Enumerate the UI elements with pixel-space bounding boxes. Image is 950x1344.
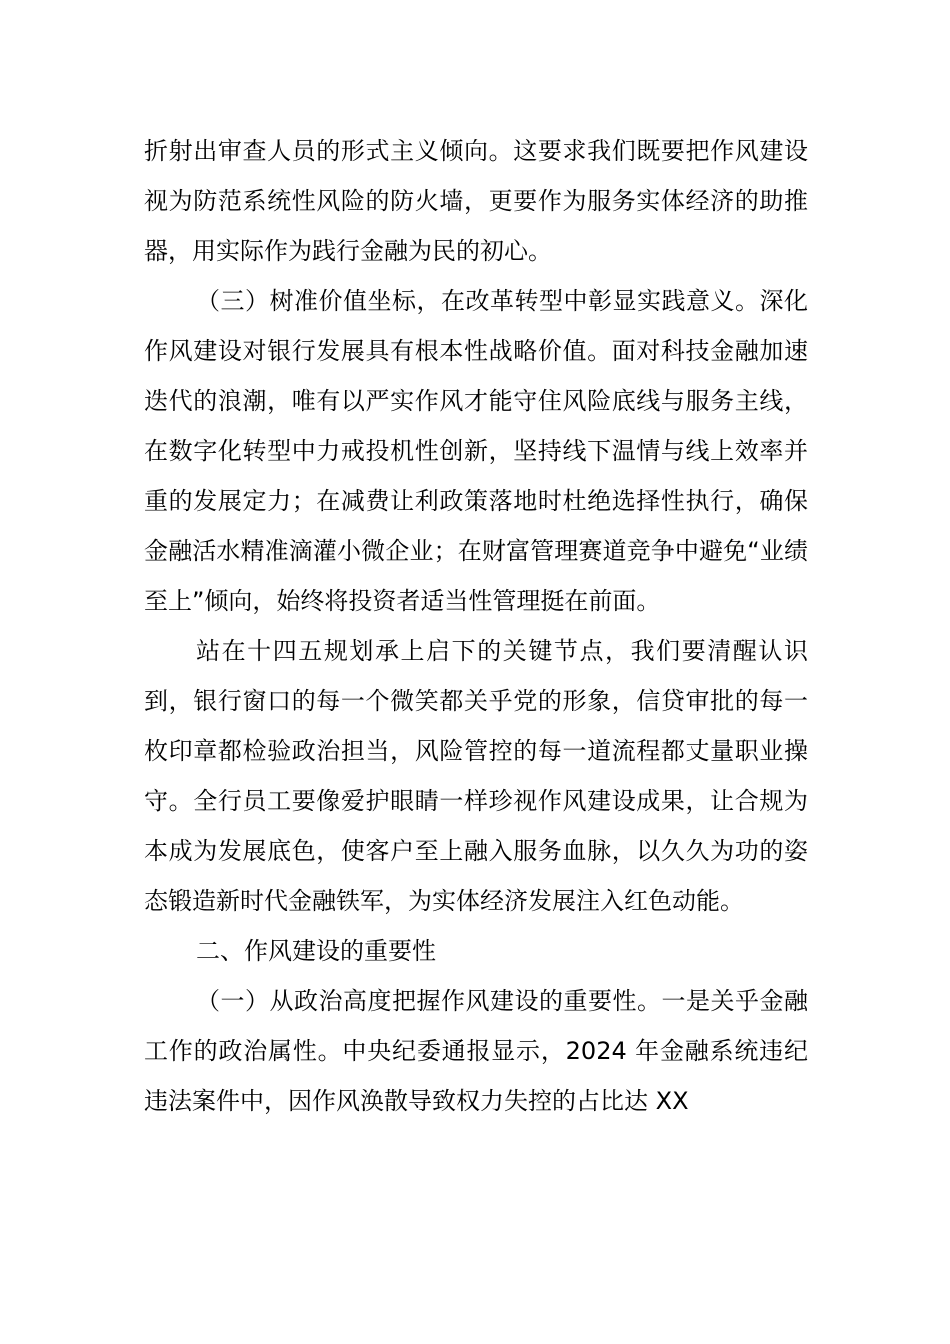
paragraph-political-height: （一）从政治高度把握作风建设的重要性。一是关乎金融工作的政治属性。中央纪委通报显示，2024 年金融系统违纪违法案件中，因作风涣散导致权力失控的占比达 XX [144,987,808,1115]
document-body [144,126,808,1126]
paragraph-fourteenth-plan: 站在十四五规划承上启下的关键节点，我们要清醒认识到，银行窗口的每一个微笑都关乎党的形象，信贷审批的每一枚印章都检验政治担当，风险管控的每一道流程都丈量职业操守。全行员工要像爱护眼睛一样珍视作风建设成果，让合规为本成为发展底色，使客户至上融入服务血脉，以久久为功的姿态锻造新时代金融铁军，为实体经济发展注入红色动能。 [144,637,808,915]
paragraph-continuation: 折射出审查人员的形式主义倾向。这要求我们既要把作风建设视为防范系统性风险的防火墙，更要作为服务实体经济的助推器，用实际作为践行金融为民的初心。 [144,137,808,265]
paragraph-section-three: （三）树准价值坐标，在改革转型中彰显实践意义。深化作风建设对银行发展具有根本性战略价值。面对科技金融加速迭代的浪潮，唯有以严实作风才能守住风险底线与服务主线，在数字化转型中力戒投机性创新，坚持线下温情与线上效率并重的发展定力；在减费让利政策落地时杜绝选择性执行，确保金融活水精准滴灌小微企业；在财富管理赛道竞争中避免“业绩至上”倾向，始终将投资者适当性管理挺在前面。 [144,287,808,615]
section-heading-importance: 二、作风建设的重要性 [196,937,436,965]
